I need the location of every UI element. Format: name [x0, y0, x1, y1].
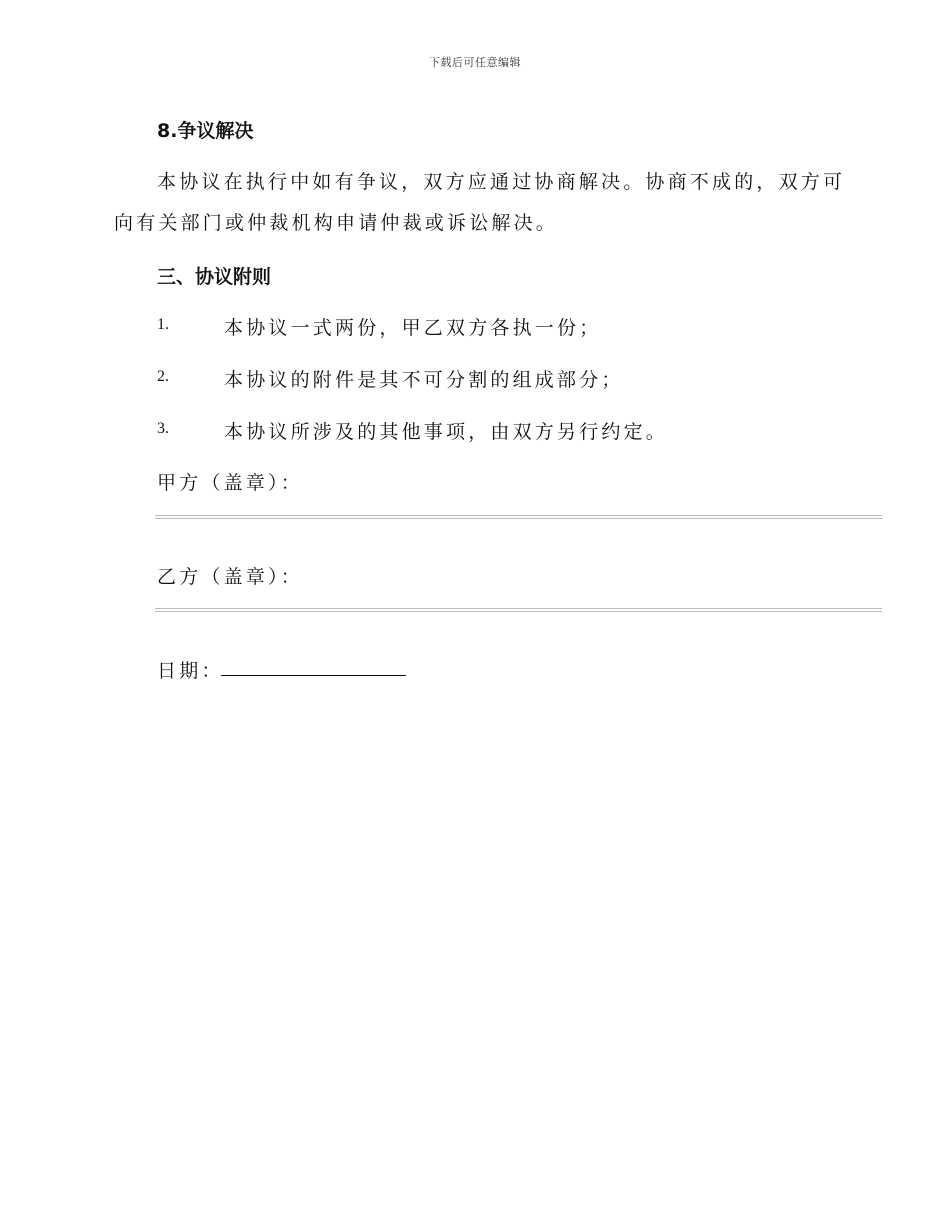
section-8-heading: 8.争议解决: [157, 120, 254, 142]
party-a-label: 甲方（盖章）：: [157, 472, 303, 494]
section-8-paragraph-line-1: 本协议在执行中如有争议，双方应通过协商解决。协商不成的，双方可: [157, 171, 846, 193]
page-header: 下载后可任意编辑: [429, 56, 521, 69]
list-item-text: 本协议一式两份，甲乙双方各执一份；: [224, 317, 602, 339]
date-underline: [221, 675, 406, 676]
party-b-label: 乙方（盖章）：: [157, 566, 303, 588]
appendix-heading: 三、协议附则: [157, 266, 272, 288]
date-label: 日期：: [157, 660, 224, 682]
list-item-number: 2.: [157, 368, 169, 385]
list-item-number: 1.: [157, 316, 169, 333]
section-8-paragraph-line-2: 向有关部门或仲裁机构申请仲裁或诉讼解决。: [114, 212, 559, 234]
list-item-text: 本协议所涉及的其他事项，由双方另行约定。: [224, 421, 669, 443]
list-item-number: 3.: [157, 420, 169, 437]
list-item-text: 本协议的附件是其不可分割的组成部分；: [224, 369, 624, 391]
party-a-signature-line: [155, 515, 882, 519]
party-b-signature-line: [155, 608, 882, 612]
